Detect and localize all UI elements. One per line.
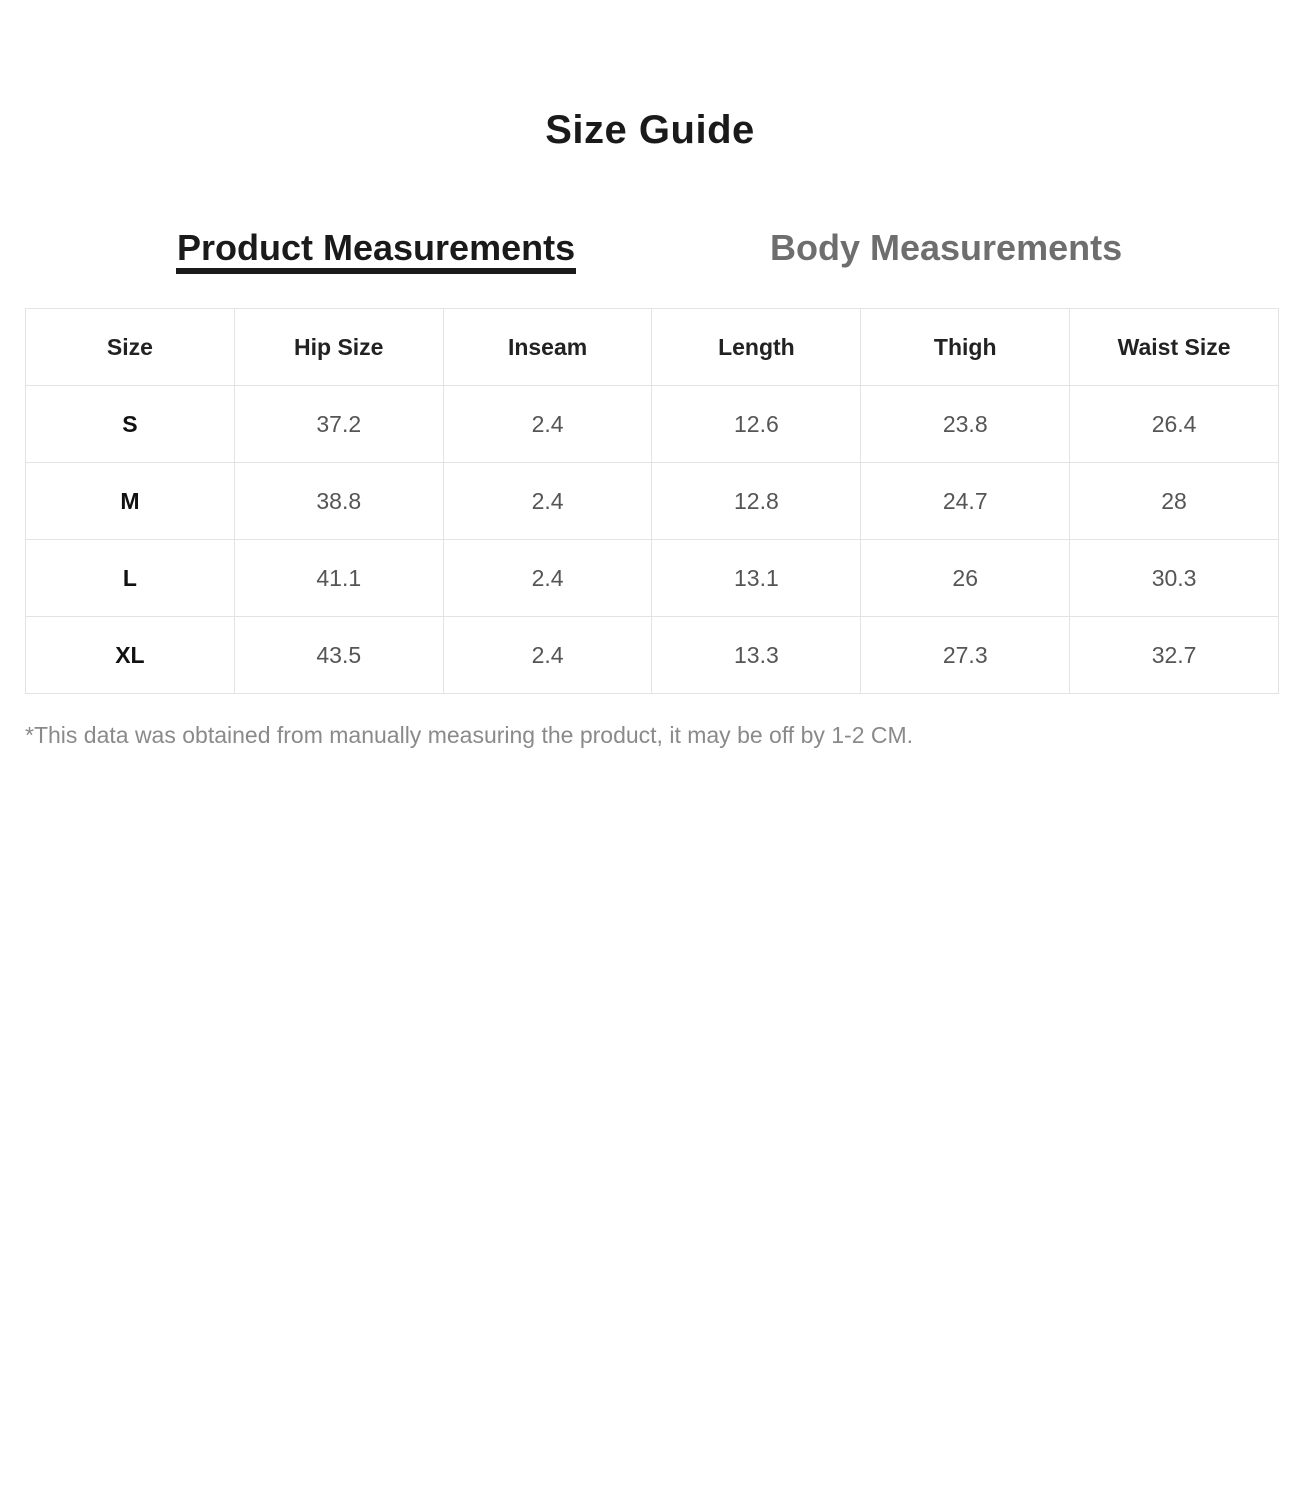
- header-inseam: Inseam: [443, 309, 652, 386]
- size-table: [25, 308, 1279, 694]
- tab-product-label: Product Measurements: [177, 227, 576, 268]
- size-cell: L: [26, 540, 235, 617]
- waist-size-cell: 28: [1070, 463, 1279, 540]
- thigh-cell: 23.8: [861, 386, 1070, 463]
- tab-body-label: Body Measurements: [770, 227, 1123, 268]
- hip-size-cell: 41.1: [234, 540, 443, 617]
- hip-size-cell: 37.2: [234, 386, 443, 463]
- header-hip-size: Hip Size: [234, 309, 443, 386]
- waist-size-cell: 26.4: [1070, 386, 1279, 463]
- hip-size-cell: 43.5: [234, 617, 443, 694]
- waist-size-cell: 30.3: [1070, 540, 1279, 617]
- size-cell: XL: [26, 617, 235, 694]
- length-cell: 12.6: [652, 386, 861, 463]
- thigh-cell: 27.3: [861, 617, 1070, 694]
- waist-size-cell: 32.7: [1070, 617, 1279, 694]
- size-cell: S: [26, 386, 235, 463]
- table-row: [26, 540, 1279, 617]
- measurement-footnote: *This data was obtained from manually measuring the product, it may be off by 1-2 CM.: [25, 722, 914, 748]
- tab-product-measurements[interactable]: [177, 226, 575, 270]
- page-title: Size Guide: [545, 108, 755, 152]
- inseam-cell: 2.4: [443, 617, 652, 694]
- thigh-cell: 24.7: [861, 463, 1070, 540]
- hip-size-cell: 38.8: [234, 463, 443, 540]
- table-row: [26, 386, 1279, 463]
- table-row: [26, 463, 1279, 540]
- thigh-cell: 26: [861, 540, 1070, 617]
- table-row: [26, 617, 1279, 694]
- size-cell: M: [26, 463, 235, 540]
- length-cell: 13.1: [652, 540, 861, 617]
- inseam-cell: 2.4: [443, 540, 652, 617]
- header-length: Length: [652, 309, 861, 386]
- header-waist-size: Waist Size: [1070, 309, 1279, 386]
- header-thigh: Thigh: [861, 309, 1070, 386]
- table-header-row: [26, 309, 1279, 386]
- active-tab-underline: [176, 268, 576, 274]
- length-cell: 12.8: [652, 463, 861, 540]
- header-size: Size: [26, 309, 235, 386]
- inseam-cell: 2.4: [443, 463, 652, 540]
- measurement-tabs: [0, 226, 1300, 286]
- tab-body-measurements[interactable]: [770, 226, 1122, 270]
- length-cell: 13.3: [652, 617, 861, 694]
- inseam-cell: 2.4: [443, 386, 652, 463]
